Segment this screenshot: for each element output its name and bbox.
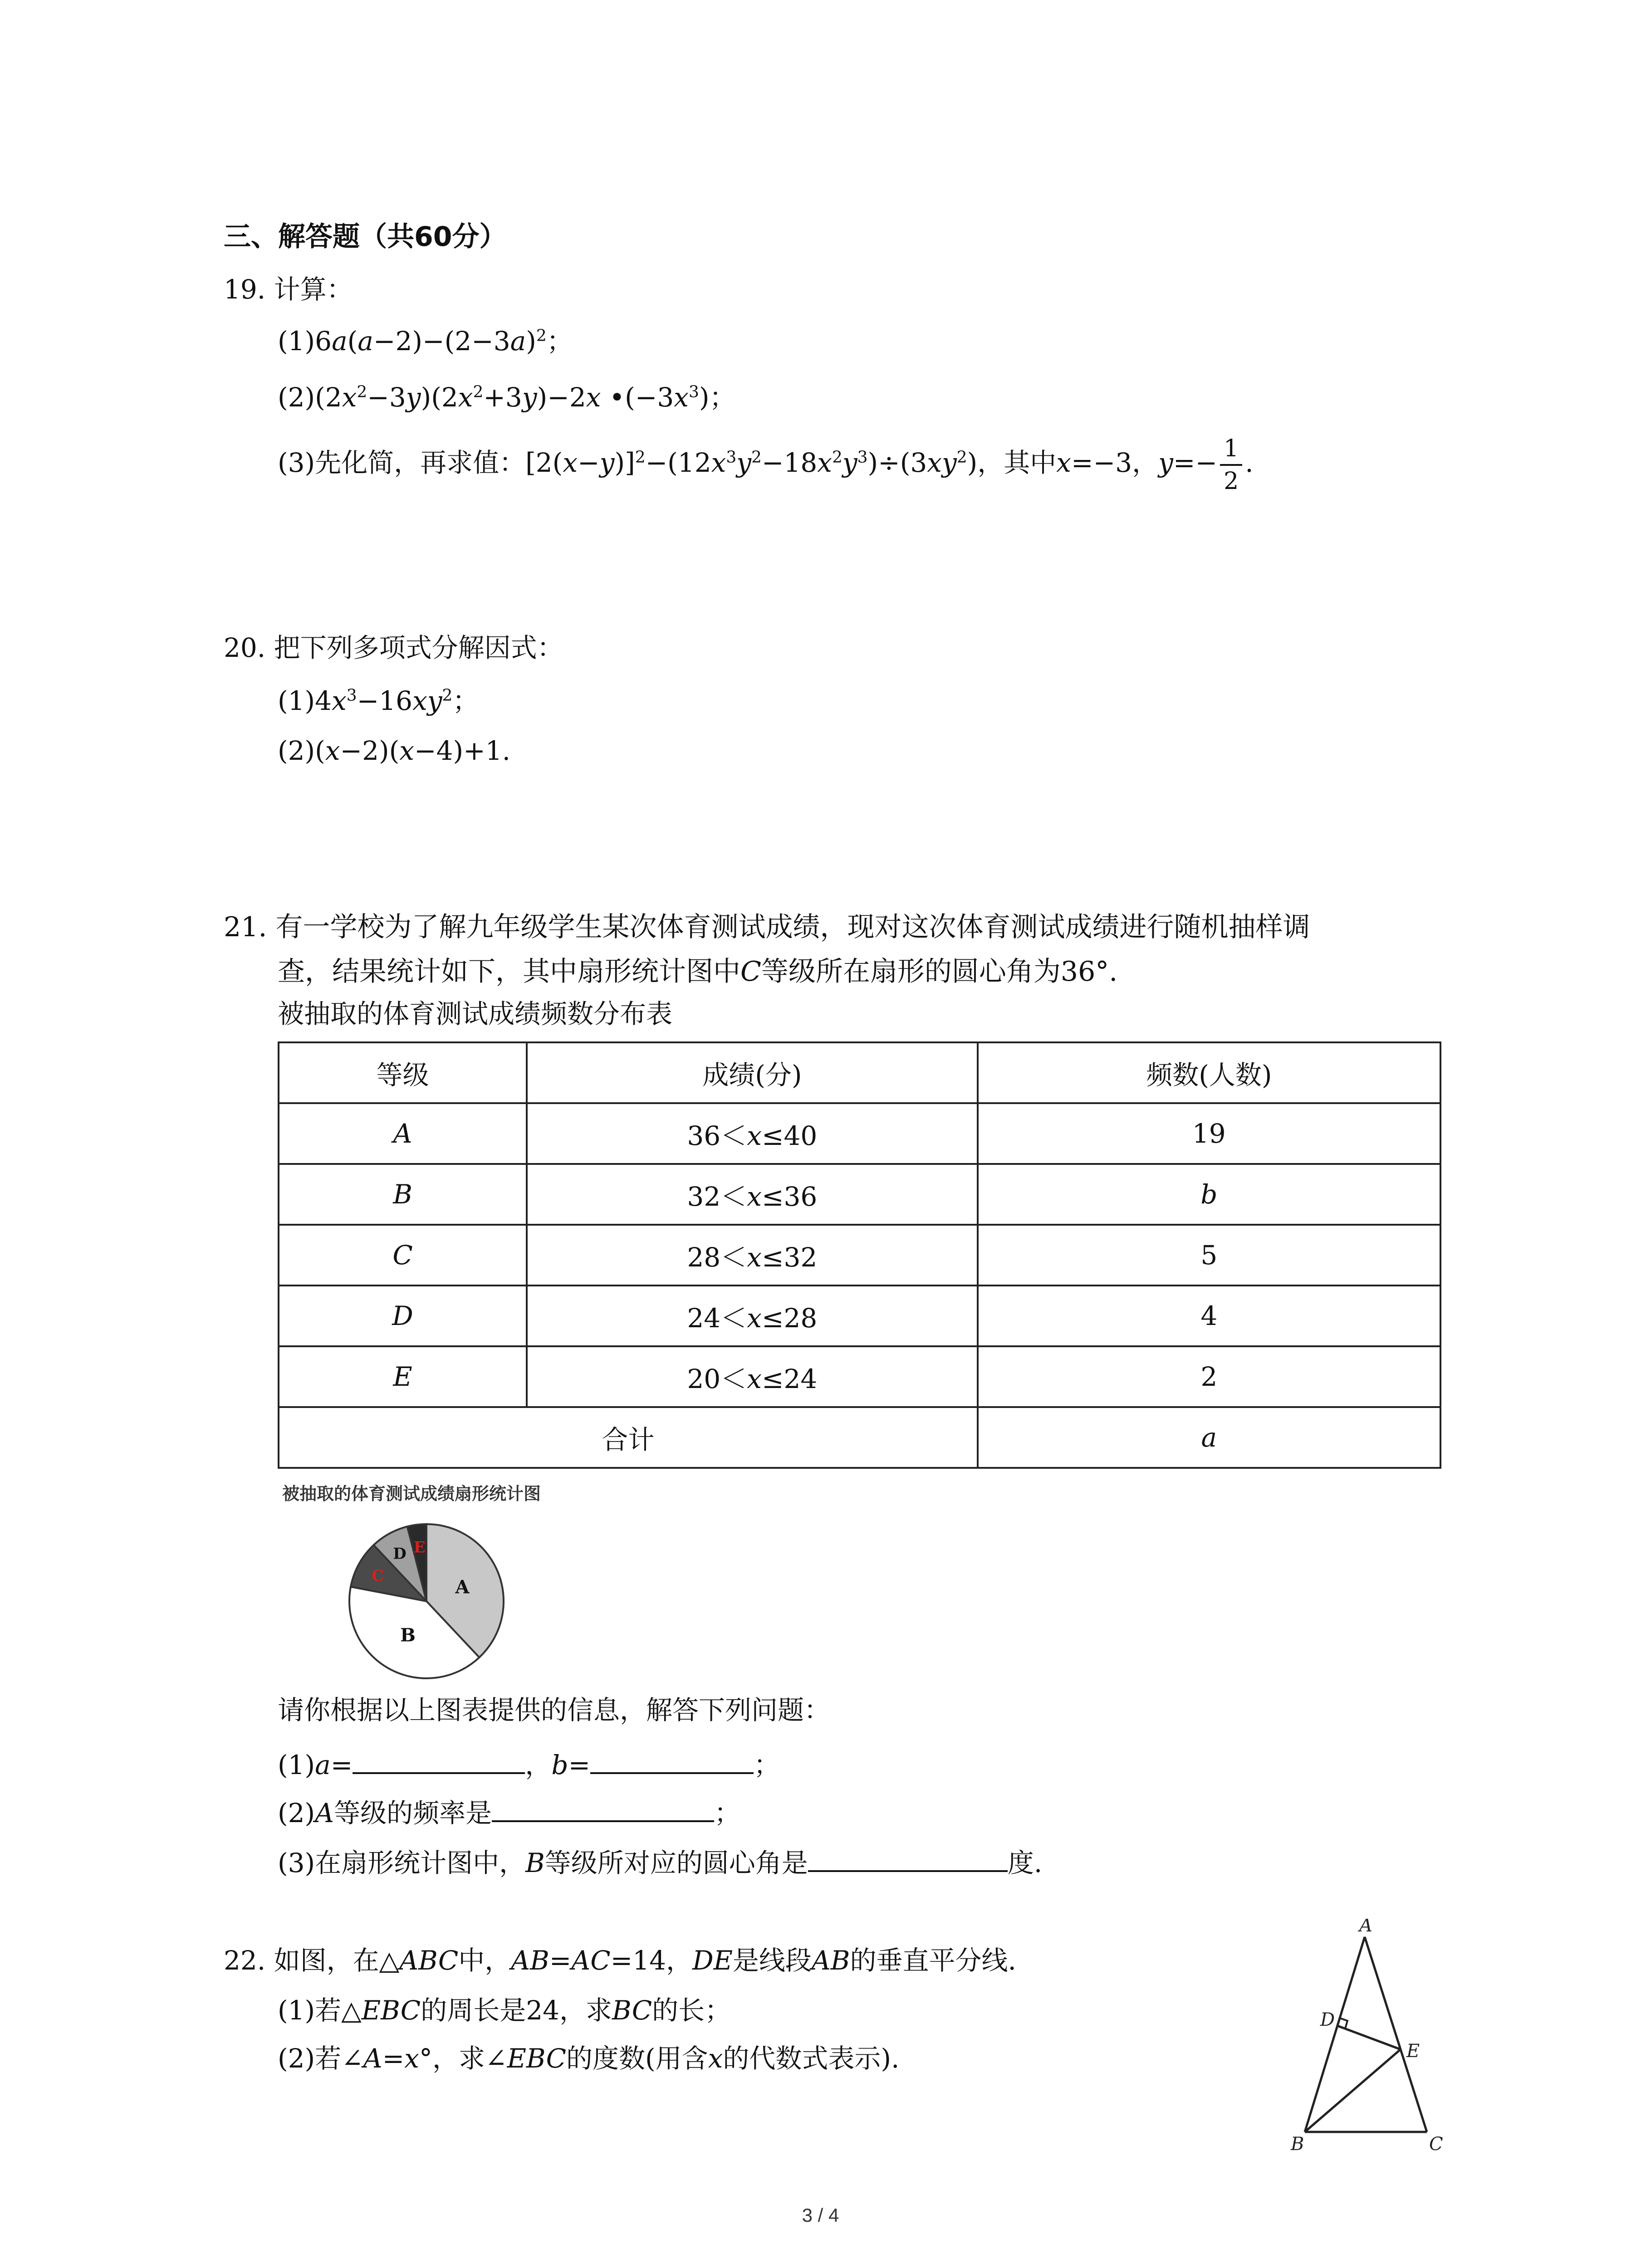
score-range-cell: 28＜x≤32 <box>527 1225 978 1286</box>
pie-chart <box>336 1510 517 1692</box>
pie-label-E: E <box>413 1538 426 1557</box>
vertex-label-E: E <box>1406 2041 1420 2062</box>
table-total-row <box>279 1407 1440 1468</box>
q21-sub2: (2)A等级的频率是 ； <box>278 1793 740 1831</box>
table-row <box>279 1286 1440 1346</box>
answer-blank-angle[interactable] <box>808 1843 1008 1872</box>
q21-sub1: (1)a= ，b= ； <box>278 1745 780 1783</box>
table-row <box>279 1225 1440 1286</box>
pie-label-D: D <box>393 1545 407 1563</box>
table-header-row <box>279 1042 1440 1103</box>
q22-line3: (2)若∠A=x°，求∠EBC的度数(用含x的代数式表示). <box>278 2043 900 2074</box>
triangle-figure <box>1270 1919 1461 2155</box>
q19-part2: $(2)(2x^2-3y)(2x^2+3y)-2x$ $•(-3x^3)$； <box>278 382 736 413</box>
vertex-label-A: A <box>1359 1919 1372 1936</box>
q21-table-caption: 被抽取的体育测试成绩频数分布表 <box>278 998 673 1029</box>
answer-blank-b[interactable] <box>590 1745 754 1774</box>
q19-head: 19. 计算： <box>224 274 353 305</box>
segment-DE <box>1337 2026 1401 2049</box>
vertex-label-D: D <box>1320 2009 1335 2030</box>
table-header: 等级 <box>279 1042 527 1103</box>
answer-blank-frequency[interactable] <box>492 1793 714 1822</box>
score-range-cell: 36＜x≤40 <box>527 1103 978 1164</box>
pie-label-B: B <box>400 1624 416 1646</box>
count-cell: 5 <box>978 1225 1440 1286</box>
pie-chart-caption: 被抽取的体育测试成绩扇形统计图 <box>282 1484 541 1504</box>
count-cell: b <box>978 1164 1440 1225</box>
q19-part1: $(1)6a(a-2)-(2-3a)^2$； <box>278 326 573 357</box>
page-number: 3 / 4 <box>802 2204 839 2226</box>
grade-cell: C <box>279 1225 527 1286</box>
table-row <box>279 1164 1440 1225</box>
grade-cell: B <box>279 1164 527 1225</box>
section-title: 三、解答题（共60分） <box>224 221 507 253</box>
total-value: a <box>978 1407 1440 1468</box>
score-range-cell: 20＜x≤24 <box>527 1346 978 1407</box>
grade-cell: E <box>279 1346 527 1407</box>
table-header: 成绩(分) <box>527 1042 978 1103</box>
count-cell: 19 <box>978 1103 1440 1164</box>
q20-part1: $(1)4x^3-16xy^2$； <box>278 685 479 716</box>
vertex-label-C: C <box>1429 2134 1443 2155</box>
q20-part2: (2)(x−2)(x−4)+1. <box>278 735 511 766</box>
grade-cell: A <box>279 1103 527 1164</box>
grade-cell: D <box>279 1286 527 1346</box>
segment-AB <box>1305 1937 1365 2132</box>
score-range-cell: 24＜x≤28 <box>527 1286 978 1346</box>
q21-prompt: 请你根据以上图表提供的信息，解答下列问题： <box>278 1695 831 1725</box>
q19-part3: (3)先化简，再求值：$[2(x-y)]^2-(12x^3y^2-18x^2y^3)\div(3xy^2)$，其中x=−3，y=− $\frac{1}{2}$ . <box>278 435 1254 495</box>
pie-label-A: A <box>455 1576 470 1598</box>
pie-label-C: C <box>372 1567 384 1585</box>
q22-line2: (1)若△EBC的周长是24，求BC的长； <box>278 1995 731 2026</box>
score-range-cell: 32＜x≤36 <box>527 1164 978 1225</box>
vertex-label-B: B <box>1291 2134 1304 2155</box>
fraction-one-half: $\frac{1}{2}$ <box>1220 437 1242 493</box>
count-cell: 4 <box>978 1286 1440 1346</box>
q20-head: 20. 把下列多项式分解因式： <box>224 632 563 663</box>
segment-BE <box>1305 2049 1401 2132</box>
frequency-table <box>278 1041 1441 1469</box>
table-header: 频数(人数) <box>978 1042 1440 1103</box>
q21-line1: 21. 有一学校为了解九年级学生某次体育测试成绩，现对这次体育测试成绩进行随机抽样调 <box>224 911 1310 943</box>
q21-sub3: (3)在扇形统计图中，B等级所对应的圆心角是 度. <box>278 1843 1042 1881</box>
answer-blank-a[interactable] <box>353 1745 525 1774</box>
count-cell: 2 <box>978 1346 1440 1407</box>
q21-line2: 查，结果统计如下，其中扇形统计图中C等级所在扇形的圆心角为36°. <box>278 956 1118 987</box>
q22-line1: 22. 如图，在△ABC中，AB=AC=14，DE是线段AB的垂直平分线. <box>224 1945 1016 1976</box>
segment-AC <box>1365 1937 1427 2132</box>
table-row <box>279 1346 1440 1407</box>
total-label: 合计 <box>279 1407 978 1468</box>
table-row <box>279 1103 1440 1164</box>
